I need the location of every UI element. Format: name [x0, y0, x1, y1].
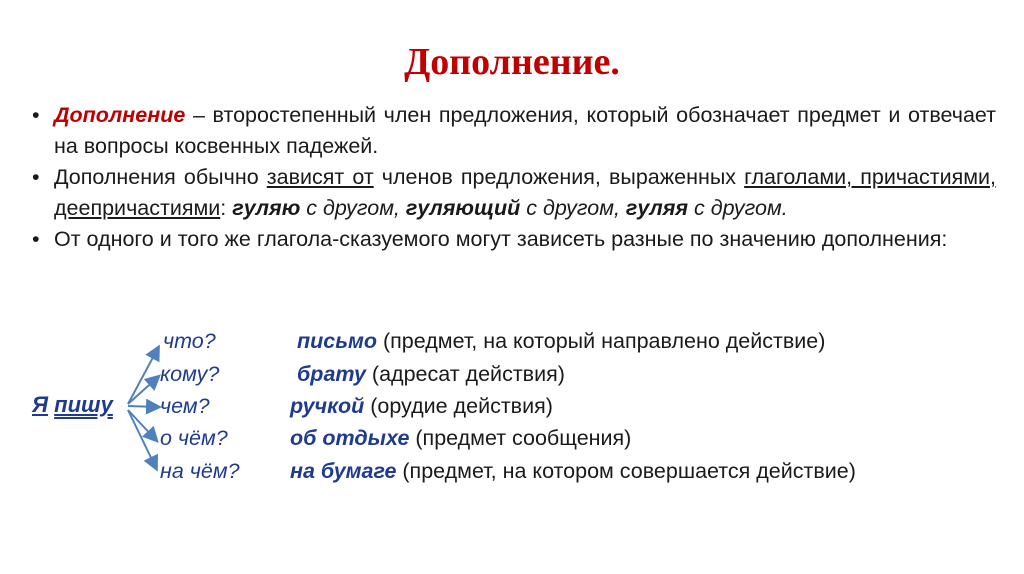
scheme-note: (предмет сообщения)	[409, 426, 632, 450]
scheme-answer: об отдыхе	[290, 426, 410, 450]
variety-text: От одного и того же глагола-сказуемого могут зависеть разные по значению дополнения:	[54, 227, 948, 251]
dependence-text-2: членов предложения, выраженных	[373, 165, 745, 189]
example-text-1: с другом,	[300, 196, 406, 220]
scheme-answer: брату	[297, 362, 366, 386]
example-word-1: гуляю	[232, 196, 301, 220]
slide-title: Дополнение.	[404, 41, 620, 83]
arrow-row-1	[128, 348, 158, 404]
dependence-text-1: Дополнения обычно	[54, 165, 267, 189]
scheme-question: кому?	[160, 362, 220, 386]
arrow-row-2	[128, 377, 158, 404]
bullet-dot-icon: •	[32, 103, 40, 127]
scheme-row	[160, 426, 631, 451]
scheme-note: (орудие действия)	[364, 394, 553, 418]
scheme-answer: ручкой	[290, 394, 365, 418]
scheme-note: (адресат действия)	[365, 362, 565, 386]
scheme-note: (предмет, на который направлено действие)	[377, 329, 826, 353]
scheme-predicate: пишу	[54, 392, 113, 417]
arrow-row-4	[128, 410, 156, 440]
example-text-3: с другом.	[688, 196, 788, 220]
scheme-answer: на бумаге	[290, 459, 397, 483]
bullet-dot-icon: •	[32, 165, 40, 189]
scheme-question: что?	[163, 329, 216, 353]
dependence-underlined-1: зависят от	[266, 165, 374, 189]
scheme-question: на чём?	[160, 459, 240, 483]
term-dopolnenie: Дополнение	[54, 103, 186, 127]
scheme-row	[163, 329, 825, 354]
definition-text: – второстепенный член предложения, который обозначает предмет и отвечает на вопросы косвенных падежей.	[54, 103, 996, 158]
bullet-dot-icon: •	[32, 227, 40, 251]
scheme-subject: Я	[32, 392, 49, 417]
scheme-answer: письмо	[297, 329, 378, 353]
arrow-row-5	[128, 410, 156, 468]
example-text-2: с другом,	[520, 196, 626, 220]
scheme-row	[160, 362, 565, 387]
arrow-row-3	[128, 406, 158, 407]
scheme-row	[160, 459, 856, 484]
scheme-note: (предмет, на котором совершается действие)	[396, 459, 856, 483]
example-word-2: гуляющий	[405, 196, 521, 220]
scheme-question: о чём?	[160, 426, 228, 450]
scheme-row	[160, 394, 553, 419]
scheme-question: чем?	[160, 394, 210, 418]
dependence-text-3: :	[220, 196, 233, 220]
dependence-underlined-2: глаголами, причастиями, деепричастиями	[54, 165, 997, 220]
example-word-3: гуляя	[625, 196, 689, 220]
